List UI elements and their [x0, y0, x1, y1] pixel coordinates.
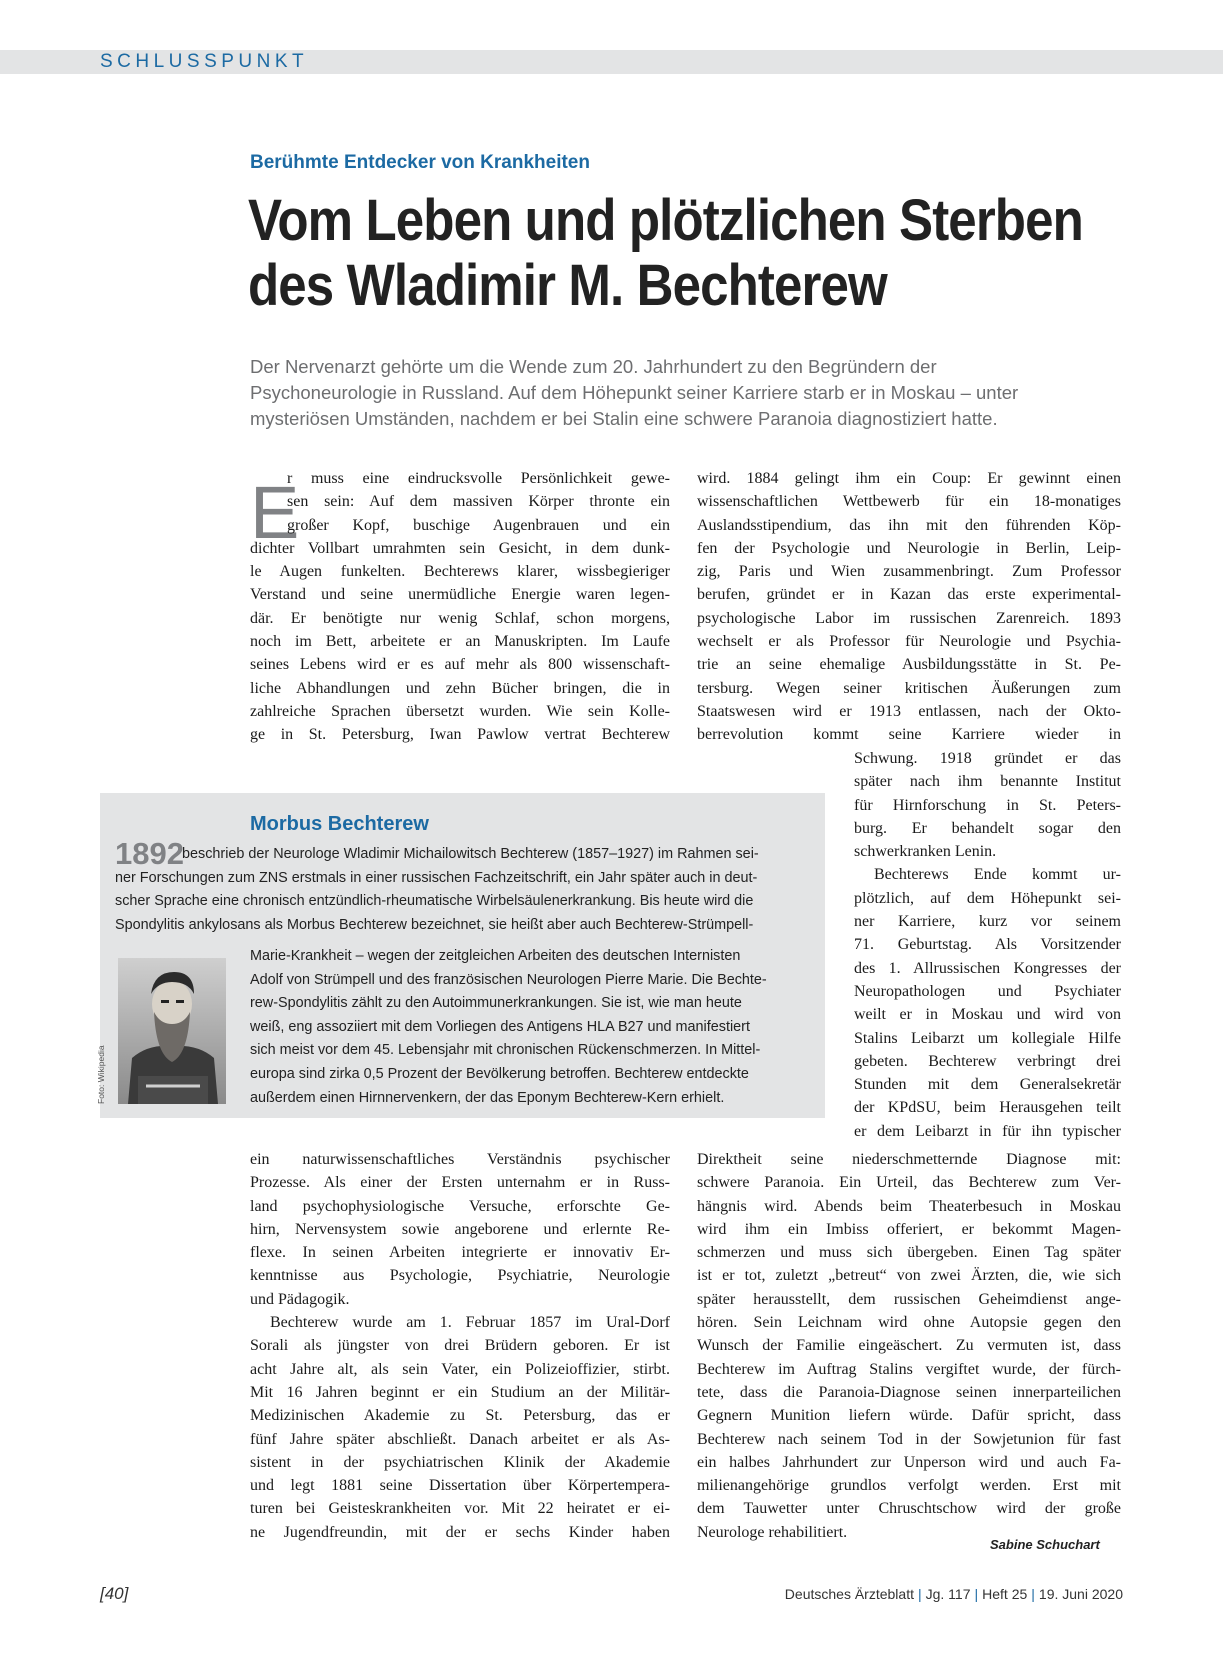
- body-line: fen der Psychologie und Neurologie in Berlin, Leip-: [697, 539, 1121, 557]
- info-box-line: Adolf von Strümpell und des französischen Neurologen Pierre Marie. Die Bechte-: [250, 971, 767, 988]
- body-line: kenntnisse aus Psychologie, Psychiatrie, Neurologie: [250, 1267, 670, 1285]
- body-line: hängnis wird. Abends beim Theaterbesuch in Moskau: [697, 1197, 1121, 1215]
- body-line: acht Jahre alt, als sein Vater, ein Polizeioffizier, stirbt.: [250, 1360, 670, 1378]
- lead-line: mysteriösen Umständen, nachdem er bei Stalin eine schwere Paranoia diagnostiziert hatte.: [250, 408, 998, 429]
- body-line: wird. 1884 gelingt ihm ein Coup: Er gewinnt einen: [697, 470, 1121, 487]
- body-line: land psychophysiologische Versuche, erforschte Ge-: [250, 1197, 670, 1215]
- body-line: 71. Geburtstag. Als Vorsitzender: [854, 936, 1121, 954]
- body-line: gebeten. Bechterew verbringt drei: [854, 1052, 1121, 1070]
- portrait-photo: [118, 958, 226, 1104]
- body-line: hören. Sein Leichnam wird ohne Autopsie gegen den: [697, 1314, 1121, 1332]
- info-box-line: rew-Spondylitis zählt zu den Autoimmunerkrankungen. Sie ist, wie man heute: [250, 995, 742, 1012]
- author-byline: Sabine Schuchart: [990, 1537, 1100, 1552]
- article-lead: [250, 354, 1120, 432]
- body-line: er dem Leibarzt in für ihn typischer: [854, 1122, 1121, 1140]
- body-line: Mit 16 Jahren beginnt er ein Studium an der Militär-: [250, 1383, 670, 1401]
- info-box-year: 1892: [115, 836, 184, 871]
- body-line: dem Tauwetter unter Chruschtschow wird der große: [697, 1500, 1121, 1518]
- body-line: ein halbes Jahrhundert zur Unperson wird und auch Fa-: [697, 1453, 1121, 1471]
- info-box-line: ner Forschungen zum ZNS erstmals in einer russischen Fachzeitschrift, ein Jahr später auch in deut-: [115, 869, 758, 886]
- journal-footer: [785, 1586, 1123, 1602]
- body-line: ist er tot, zuletzt „betreut“ von zwei Ärzten, die, wie sich: [697, 1267, 1121, 1285]
- body-line: und legt 1881 seine Dissertation über Körpertempera-: [250, 1477, 670, 1495]
- body-line: le Augen funkelten. Bechterews klarer, wissbegieriger: [250, 563, 670, 581]
- title-line: Vom Leben und plötzlichen Sterben: [248, 188, 1083, 253]
- body-line: berrevolution kommt seine Karriere wieder in: [697, 726, 1121, 744]
- body-line: Stalins Leibarzt um kollegiale Hilfe: [854, 1029, 1121, 1047]
- body-line: für Hirnforschung in St. Peters-: [854, 796, 1121, 814]
- drop-cap: E: [250, 471, 300, 554]
- body-line: r muss eine eindrucksvolle Persönlichkeit gewe-: [287, 470, 670, 487]
- article-kicker: Berühmte Entdecker von Krankheiten: [250, 152, 590, 173]
- body-column-1-top: [250, 467, 670, 747]
- body-line: Sorali als jüngster von drei Brüdern geboren. Er ist: [250, 1337, 670, 1355]
- body-line: schwerkranken Lenin.: [854, 843, 997, 861]
- body-line: Neurologe rehabilitiert.: [697, 1523, 848, 1541]
- body-line: Verstand und seine unermüdliche Energie waren legen-: [250, 586, 670, 604]
- info-box-text-narrow: [250, 945, 767, 1110]
- body-line: Wunsch der Familie eingeäschert. Zu vermuten ist, dass: [697, 1337, 1121, 1355]
- body-line: Neuropathologen und Psychiater: [854, 982, 1121, 1000]
- info-box-line: Spondylitis ankylosans als Morbus Bechterew bezeichnet, sie heißt aber auch Bechterew-Strümpell-: [115, 916, 754, 933]
- info-box-line: beschrieb der Neurologe Wladimir Michailowitsch Bechterew (1857–1927) im Rahmen sei-: [182, 846, 759, 862]
- body-line: des 1. Allrussischen Kongresses der: [854, 959, 1121, 977]
- body-column-1-bottom: [250, 1148, 670, 1544]
- body-line: där. Er benötigte nur wenig Schlaf, schon morgens,: [250, 609, 670, 627]
- info-box-line: außerdem einen Hirnnervenkern, der das Eponym Bechterew-Kern erhielt.: [250, 1089, 725, 1106]
- body-line: schmerzen und muss sich übergeben. Einen Tag später: [697, 1244, 1121, 1262]
- portrait-illustration: [118, 958, 226, 1104]
- body-line: hirn, Nervensystem sowie angeborene und erlernte Re-: [250, 1220, 670, 1238]
- body-line: schwere Paranoia. Ein Urteil, das Bechterew zum Ver-: [697, 1174, 1121, 1192]
- body-line: berufen, gründet er in Kazan das erste experimental-: [697, 586, 1121, 604]
- journal-issue: Heft 25: [982, 1586, 1028, 1602]
- body-line: wechselt er als Professor für Neurologie und Psychia-: [697, 633, 1121, 651]
- body-column-2-top: [697, 467, 1121, 747]
- body-line: fünf Jahre später abschließt. Danach arbeitet er als As-: [250, 1430, 670, 1448]
- body-line: ne Jugendfreundin, mit der er sechs Kinder haben: [250, 1523, 670, 1541]
- body-line: später herausstellt, dem russischen Geheimdienst ange-: [697, 1290, 1121, 1308]
- body-line: Bechterew im Auftrag Stalins vergiftet wurde, der fürch-: [697, 1360, 1121, 1378]
- journal-date: 19. Juni 2020: [1038, 1586, 1123, 1602]
- info-box-line: sich meist vor dem 45. Lebensjahr mit chronischen Rückenschmerzen. In Mittel-: [250, 1042, 761, 1059]
- body-line: ein naturwissenschaftliches Verständnis psychischer: [250, 1151, 670, 1168]
- body-line: Stunden mit dem Generalsekretär: [854, 1076, 1121, 1094]
- body-line: Staatswesen wird er 1913 entlassen, nach der Okto-: [697, 702, 1121, 720]
- body-line: Bechterew wurde am 1. Februar 1857 im Ural-Dorf: [270, 1314, 670, 1332]
- info-box-line: Marie-Krankheit – wegen der zeitgleichen Arbeiten des deutschen Internisten: [250, 948, 741, 964]
- info-box-title: Morbus Bechterew: [250, 813, 429, 835]
- body-line: später nach ihm benannte Institut: [854, 773, 1121, 791]
- body-line: tete, dass die Paranoia-Diagnose seinen innerparteilichen: [697, 1383, 1121, 1401]
- info-box-line: weiß, eng assoziiert mit dem Vorliegen des Antigens HLA B27 und manifestiert: [250, 1018, 750, 1035]
- body-line: burg. Er behandelt sogar den: [854, 819, 1121, 837]
- body-line: Bechterew nach seinem Tod in der Sowjetunion für fast: [697, 1430, 1121, 1448]
- body-line: Auslandsstipendium, das ihn mit den führenden Köp-: [697, 516, 1121, 534]
- body-line: zig, Paris und Wien zusammenbringt. Zum Professor: [697, 563, 1121, 581]
- body-line: liche Abhandlungen und zehn Bücher bringen, die in: [250, 679, 670, 697]
- separator: |: [1031, 1586, 1035, 1602]
- body-line: und Pädagogik.: [250, 1290, 350, 1308]
- body-line: Bechterews Ende kommt ur-: [874, 866, 1121, 884]
- body-line: trie an seine ehemalige Ausbildungsstätte in St. Pe-: [697, 656, 1121, 674]
- journal-name: Deutsches Ärzteblatt: [784, 1586, 914, 1602]
- body-line: Prozesse. Als einer der Ersten unternahm er in Russ-: [250, 1174, 670, 1192]
- body-line: seines Lebens wird er es auf mehr als 800 wissenschaft-: [250, 656, 670, 674]
- body-line: Direktheit seine niederschmetternde Diagnose mit:: [697, 1151, 1121, 1168]
- photo-credit: Foto: Wikipedia: [96, 1045, 106, 1104]
- lead-line: Der Nervenarzt gehörte um die Wende zum 20. Jahrhundert zu den Begründern der: [250, 356, 937, 377]
- body-line: psychologische Labor im russischen Zarenreich. 1893: [697, 609, 1121, 627]
- body-line: weilt er in Moskau und wird von: [854, 1006, 1121, 1024]
- body-line: turen bei Geisteskrankheiten vor. Mit 22 heiratet er ei-: [250, 1500, 670, 1518]
- body-column-2-bottom: [697, 1148, 1121, 1544]
- article-title: [248, 188, 1083, 318]
- body-line: sen sein: Auf dem massiven Körper thronte ein: [287, 493, 670, 511]
- title-line: des Wladimir M. Bechterew: [248, 253, 887, 318]
- body-line: flexe. In seinen Arbeiten integrierte er innovativ Er-: [250, 1244, 670, 1262]
- section-label: SCHLUSSPUNKT: [100, 51, 309, 72]
- body-line: noch im Bett, arbeitete er an Manuskripten. Im Laufe: [250, 633, 670, 651]
- body-line: wird ihm ein Imbiss offeriert, er bekommt Magen-: [697, 1220, 1121, 1238]
- body-column-2-narrow: [854, 747, 1121, 1143]
- body-line: der KPdSU, beim Herausgehen teilt: [854, 1099, 1121, 1117]
- body-line: großer Kopf, buschige Augenbrauen und ein: [287, 516, 670, 534]
- body-line: Schwung. 1918 gründet er das: [854, 750, 1121, 767]
- body-line: tersburg. Wegen seiner kritischen Äußerungen zum: [697, 679, 1121, 697]
- body-line: dichter Vollbart umrahmten sein Gesicht, in dem dunk-: [250, 539, 670, 557]
- body-line: sistent in der psychiatrischen Klinik der Akademie: [250, 1453, 670, 1471]
- journal-volume: Jg. 117: [925, 1586, 971, 1602]
- separator: |: [917, 1586, 922, 1602]
- body-line: milienangehörige grundlos verfolgt werden. Erst mit: [697, 1477, 1121, 1495]
- separator: |: [974, 1586, 979, 1602]
- info-box-line: europa sind zirka 0,5 Prozent der Bevölkerung betroffen. Bechterew entdeckte: [250, 1065, 749, 1082]
- lead-line: Psychoneurologie in Russland. Auf dem Höhepunkt seiner Karriere starb er in Moskau – unter: [250, 382, 1019, 403]
- body-line: plötzlich, auf dem Höhepunkt sei-: [854, 889, 1121, 907]
- body-line: wissenschaftlichen Wettbewerb für ein 18-monatiges: [697, 493, 1121, 511]
- body-line: ner Karriere, kurz vor seinem: [854, 913, 1121, 931]
- body-line: ge in St. Petersburg, Iwan Pawlow vertrat Bechterew: [250, 726, 670, 744]
- body-line: Medizinischen Akademie zu St. Petersburg, das er: [250, 1407, 670, 1425]
- info-box-line: scher Sprache eine chronisch entzündlich-rheumatische Wirbelsäulenerkrankung. Bis heute wird die: [115, 893, 754, 910]
- body-line: zahlreiche Sprachen übersetzt wurden. Wie sein Kolle-: [250, 702, 670, 720]
- page-number: [40]: [100, 1584, 129, 1603]
- body-line: Gegnern Munition liefern würde. Dafür spricht, dass: [697, 1407, 1121, 1425]
